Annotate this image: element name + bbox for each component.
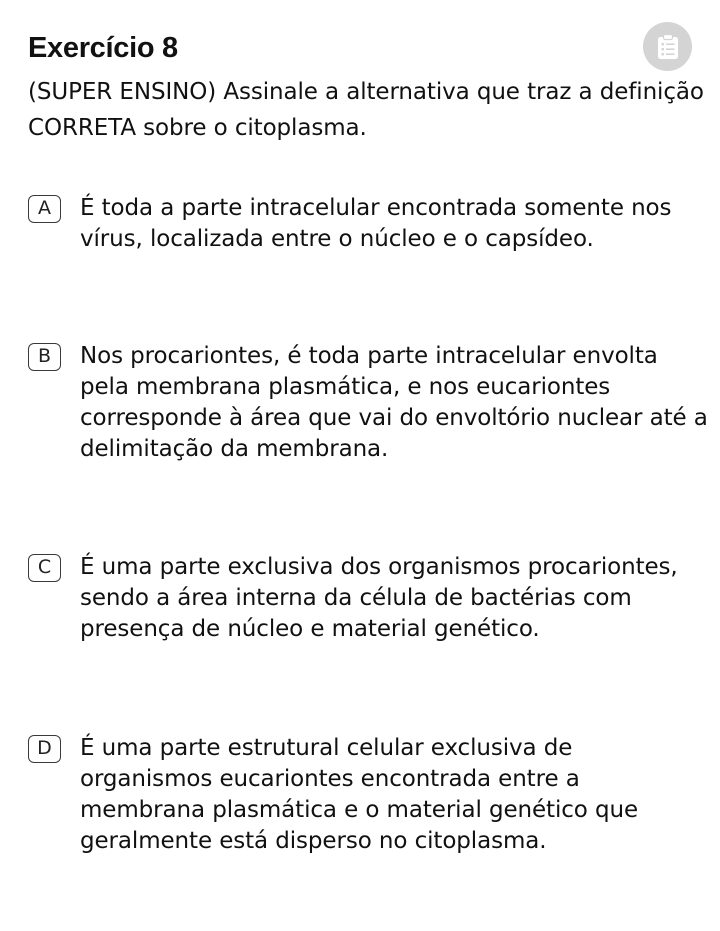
option-letter-badge: A (28, 195, 61, 223)
exercise-title: Exercício 8 (28, 32, 178, 64)
clipboard-button[interactable] (643, 22, 692, 71)
option-text: É uma parte estrutural celular exclusiva de organismos eucariontes encontrada entre a membrana plasmática e o material genético que geralmente está disperso no citoplasma. (80, 735, 639, 854)
option-text: É toda a parte intracelular encontrada somente nos vírus, localizada entre o núcleo e o capsídeo. (80, 195, 672, 252)
option-letter-badge: D (28, 735, 61, 763)
option-text: Nos procariontes, é toda parte intracelular envolta pela membrana plasmática, e nos eucariontes corresponde à área que vai do envoltório nuclear até a delimitação da membrana. (80, 343, 708, 462)
option-letter-badge: C (28, 554, 61, 582)
question-text: (SUPER ENSINO) Assinale a alternativa que traz a definição CORRETA sobre o citoplasma. (28, 79, 704, 141)
option-letter-badge: B (28, 343, 61, 371)
option-text: É uma parte exclusiva dos organismos procariontes, sendo a área interna da célula de bactérias com presença de núcleo e material genético. (80, 554, 678, 642)
clipboard-list-icon (657, 34, 679, 60)
